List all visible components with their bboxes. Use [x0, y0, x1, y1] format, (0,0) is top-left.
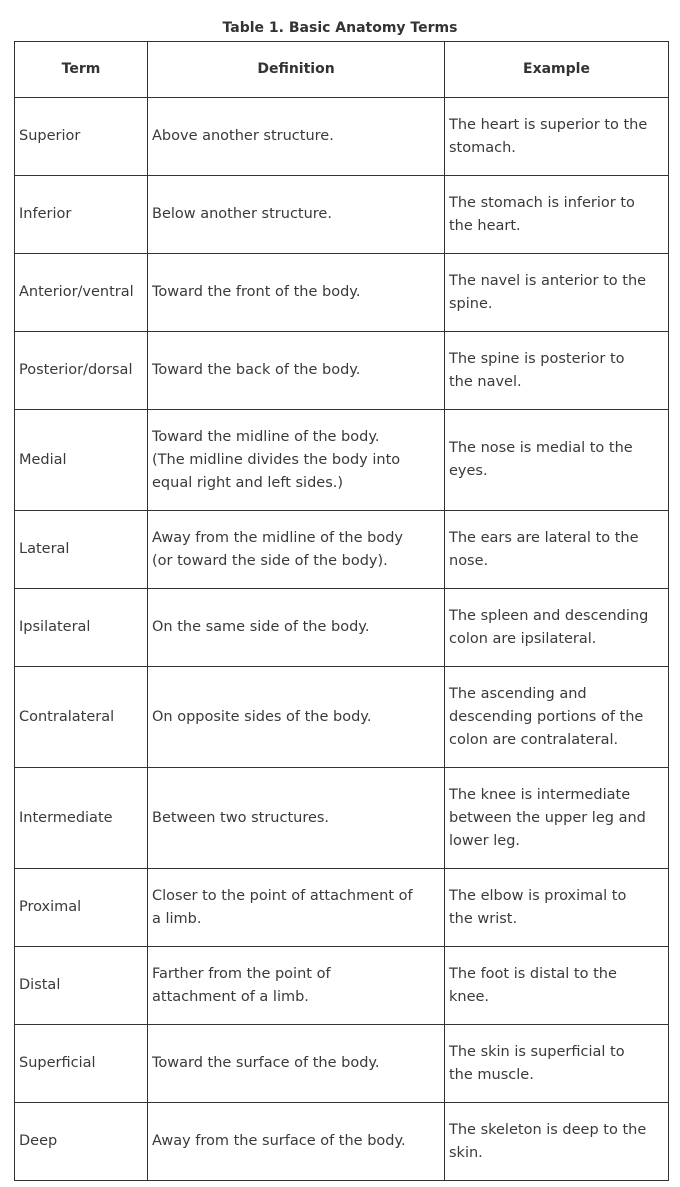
- term-cell: Intermediate: [15, 768, 148, 869]
- definition-line: On the same side of the body.: [152, 619, 370, 635]
- anatomy-terms-table: [14, 41, 669, 1181]
- example-line: The spine is posterior to: [449, 350, 625, 367]
- table-row: [15, 1103, 669, 1181]
- example-line: colon are ipsilateral.: [449, 630, 597, 647]
- definition-line: Toward the front of the body.: [152, 284, 361, 300]
- table-row: [15, 332, 669, 410]
- example-line: The knee is intermediate: [449, 786, 631, 803]
- definition-line: equal right and left sides.): [152, 474, 344, 491]
- example-cell: [445, 1025, 669, 1103]
- example-line: The spleen and descending: [449, 607, 649, 624]
- definition-cell: [148, 768, 445, 869]
- definition-line: Toward the midline of the body.: [152, 428, 380, 445]
- example-cell: [445, 511, 669, 589]
- definition-line: Below another structure.: [152, 206, 332, 222]
- table-row: [15, 176, 669, 254]
- definition-line: (or toward the side of the body).: [152, 552, 388, 569]
- example-line: lower leg.: [449, 832, 521, 849]
- example-line: The ears are lateral to the: [449, 529, 639, 546]
- table-row: [15, 1025, 669, 1103]
- example-line: The foot is distal to the: [449, 965, 617, 982]
- table-header-row: [15, 42, 669, 98]
- definition-cell: [148, 667, 445, 768]
- example-line: the muscle.: [449, 1066, 534, 1083]
- definition-line: Toward the back of the body.: [152, 362, 361, 378]
- term-cell: Contralateral: [15, 667, 148, 768]
- definition-line: Farther from the point of: [152, 965, 331, 982]
- definition-cell: [148, 254, 445, 332]
- example-cell: [445, 332, 669, 410]
- example-line: The heart is superior to the: [449, 116, 648, 133]
- example-cell: [445, 1103, 669, 1181]
- definition-line: a limb.: [152, 910, 202, 927]
- example-cell: [445, 254, 669, 332]
- example-cell: [445, 176, 669, 254]
- example-line: the heart.: [449, 217, 521, 234]
- table-row: [15, 511, 669, 589]
- example-line: colon are contralateral.: [449, 731, 619, 748]
- example-line: between the upper leg and: [449, 809, 646, 826]
- example-line: The skin is superficial to: [449, 1043, 625, 1060]
- definition-cell: [148, 511, 445, 589]
- example-line: nose.: [449, 552, 489, 569]
- example-cell: [445, 410, 669, 511]
- table-row: [15, 410, 669, 511]
- term-cell: Proximal: [15, 869, 148, 947]
- header-example: Example: [445, 42, 669, 98]
- example-line: The nose is medial to the: [449, 440, 633, 456]
- table-row: [15, 98, 669, 176]
- example-line: spine.: [449, 295, 493, 312]
- table-body: [15, 98, 669, 1181]
- table-row: [15, 667, 669, 768]
- definition-line: Between two structures.: [152, 809, 330, 826]
- definition-line: Closer to the point of attachment of: [152, 887, 413, 904]
- definition-cell: [148, 1025, 445, 1103]
- example-line: The ascending and: [449, 685, 587, 702]
- table-row: [15, 254, 669, 332]
- example-line: The stomach is inferior to: [449, 194, 635, 211]
- header-definition: Definition: [148, 42, 445, 98]
- term-cell: Ipsilateral: [15, 589, 148, 667]
- example-line: The skeleton is deep to the: [449, 1121, 647, 1138]
- definition-cell: [148, 1103, 445, 1181]
- table-row: [15, 768, 669, 869]
- definition-line: attachment of a limb.: [152, 988, 309, 1005]
- table-row: [15, 869, 669, 947]
- definition-cell: [148, 98, 445, 176]
- definition-cell: [148, 176, 445, 254]
- example-cell: [445, 667, 669, 768]
- example-line: stomach.: [449, 139, 516, 156]
- definition-cell: [148, 869, 445, 947]
- term-cell: Distal: [15, 947, 148, 1025]
- definition-line: (The midline divides the body into: [152, 451, 401, 468]
- example-cell: [445, 947, 669, 1025]
- definition-cell: [148, 332, 445, 410]
- example-line: The navel is anterior to the: [449, 272, 647, 289]
- example-line: descending portions of the: [449, 708, 644, 725]
- example-line: skin.: [449, 1144, 483, 1161]
- table-row: [15, 589, 669, 667]
- example-cell: [445, 768, 669, 869]
- term-cell: Lateral: [15, 511, 148, 589]
- term-cell: Medial: [15, 410, 148, 511]
- definition-cell: [148, 589, 445, 667]
- table-row: [15, 947, 669, 1025]
- example-line: the wrist.: [449, 910, 518, 927]
- definition-cell: [148, 410, 445, 511]
- term-cell: Deep: [15, 1103, 148, 1181]
- term-cell: Posterior/dorsal: [15, 332, 148, 410]
- term-cell: Superior: [15, 98, 148, 176]
- example-line: eyes.: [449, 463, 488, 479]
- definition-line: Away from the midline of the body: [152, 529, 404, 546]
- example-line: The elbow is proximal to: [449, 887, 627, 904]
- definition-line: On opposite sides of the body.: [152, 708, 372, 725]
- term-cell: Inferior: [15, 176, 148, 254]
- definition-line: Away from the surface of the body.: [152, 1133, 406, 1149]
- header-term: Term: [15, 42, 148, 98]
- example-cell: [445, 589, 669, 667]
- table-caption: Table 1. Basic Anatomy Terms: [222, 20, 458, 36]
- example-cell: [445, 98, 669, 176]
- definition-line: Above another structure.: [152, 128, 334, 144]
- example-line: the navel.: [449, 373, 522, 390]
- definition-cell: [148, 947, 445, 1025]
- term-cell: Anterior/ventral: [15, 254, 148, 332]
- definition-line: Toward the surface of the body.: [152, 1055, 380, 1071]
- example-line: knee.: [449, 988, 490, 1005]
- term-cell: Superficial: [15, 1025, 148, 1103]
- example-cell: [445, 869, 669, 947]
